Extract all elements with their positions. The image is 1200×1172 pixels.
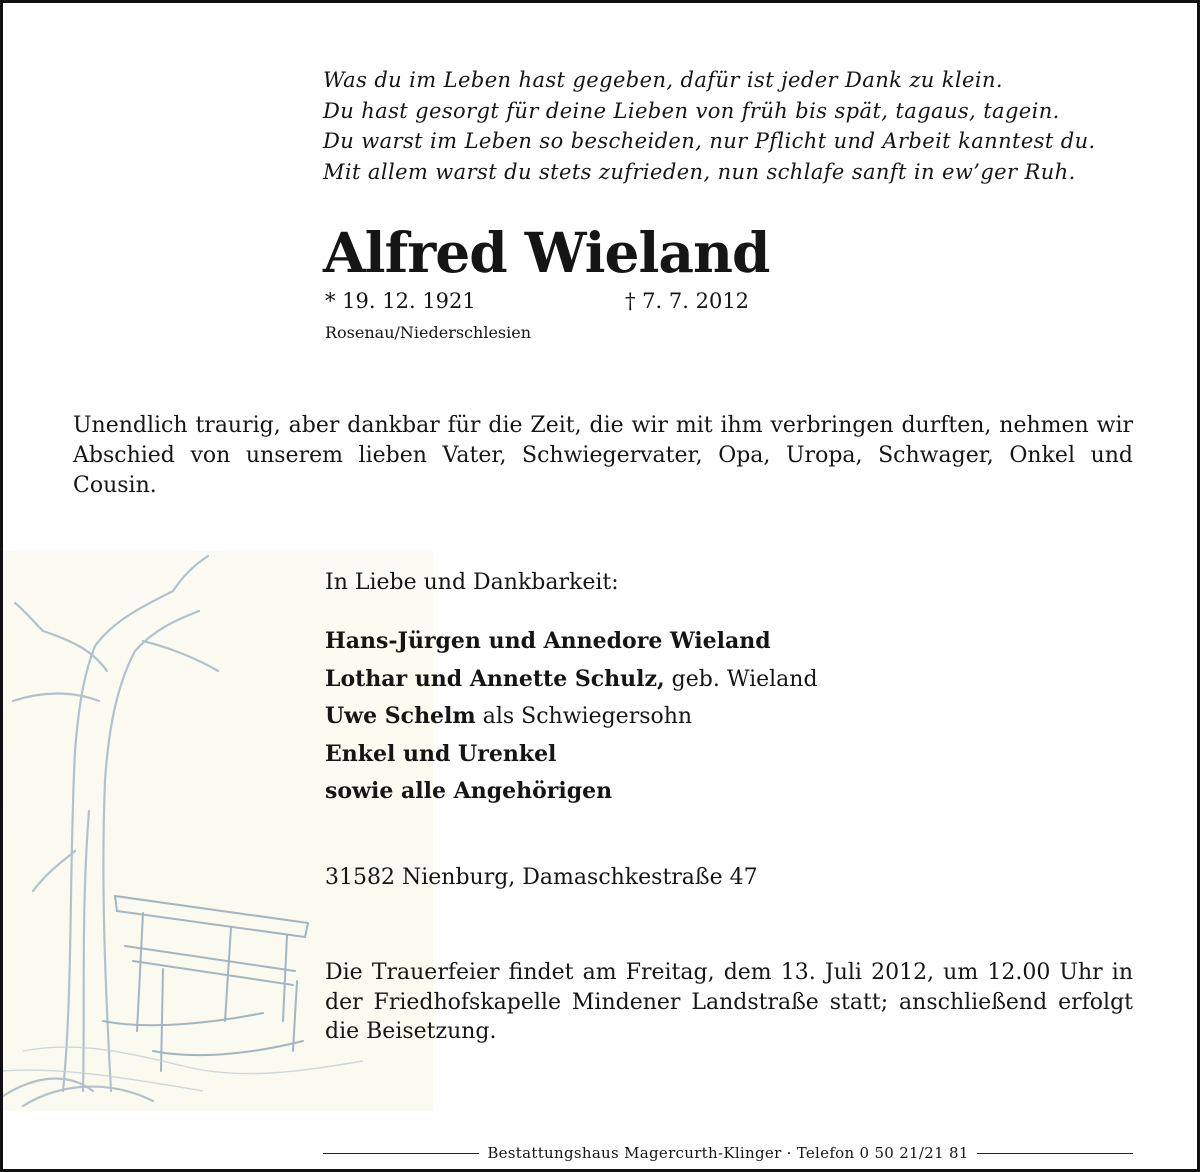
signer-line [325, 623, 818, 661]
funeral-info: Die Trauerfeier findet am Freitag, dem 13. Juli 2012, um 12.00 Uhr in der Friedhofskapelle Mindener Landstraße statt; anschließend erfolgt die Beisetzung. [325, 960, 1133, 1044]
signer-name: Lothar und Annette Schulz, [325, 665, 665, 692]
intro-paragraph: Unendlich traurig, aber dankbar für die Zeit, die wir mit ihm verbringen durften, nehmen wir Abschied von unserem lieben Vater, Schwiegervater, Opa, Uropa, Schwager, Onkel und Cousin. [73, 413, 1133, 498]
signer-note: geb. Wieland [671, 666, 818, 692]
poem-line: Mit allem warst du stets zufrieden, nun schlafe sanft in ew’ger Ruh. [323, 159, 1076, 184]
footer [323, 1143, 1133, 1163]
poem-line: Du hast gesorgt für deine Lieben von früh bis spät, tagaus, tagein. [323, 98, 1060, 123]
poem-line: Du warst im Leben so bescheiden, nur Pflicht und Arbeit kanntest du. [323, 129, 1096, 153]
poem-line: Was du im Leben hast gegeben, dafür ist jeder Dank zu klein. [323, 68, 1003, 92]
dedication: In Liebe und Dankbarkeit: [325, 570, 619, 595]
birthplace: Rosenau/Niederschlesien [325, 323, 532, 342]
signers-list [325, 623, 818, 811]
signer-line [325, 661, 818, 699]
signer-name: Hans-Jürgen und Annedore Wieland [325, 628, 771, 654]
deceased-name: Alfred Wieland [323, 220, 770, 285]
signer-line [325, 773, 818, 811]
poem [323, 65, 1163, 187]
signer-name: Enkel und Urenkel [325, 740, 557, 767]
signer-name: sowie alle Angehörigen [325, 778, 613, 804]
birth-date: * 19. 12. 1921 [325, 289, 476, 313]
death-date: † 7. 7. 2012 [625, 289, 750, 313]
signer-note: als Schwiegersohn [482, 704, 693, 729]
address: 31582 Nienburg, Damaschkestraße 47 [325, 865, 758, 890]
footer-rule-right [977, 1153, 1133, 1154]
funeral-home-contact: Bestattungshaus Magercurth-Klinger · Telefon 0 50 21/21 81 [487, 1144, 969, 1162]
signer-line [325, 698, 818, 736]
footer-rule-left [323, 1153, 479, 1154]
signer-name: Uwe Schelm [325, 703, 476, 729]
signer-line [325, 736, 818, 774]
